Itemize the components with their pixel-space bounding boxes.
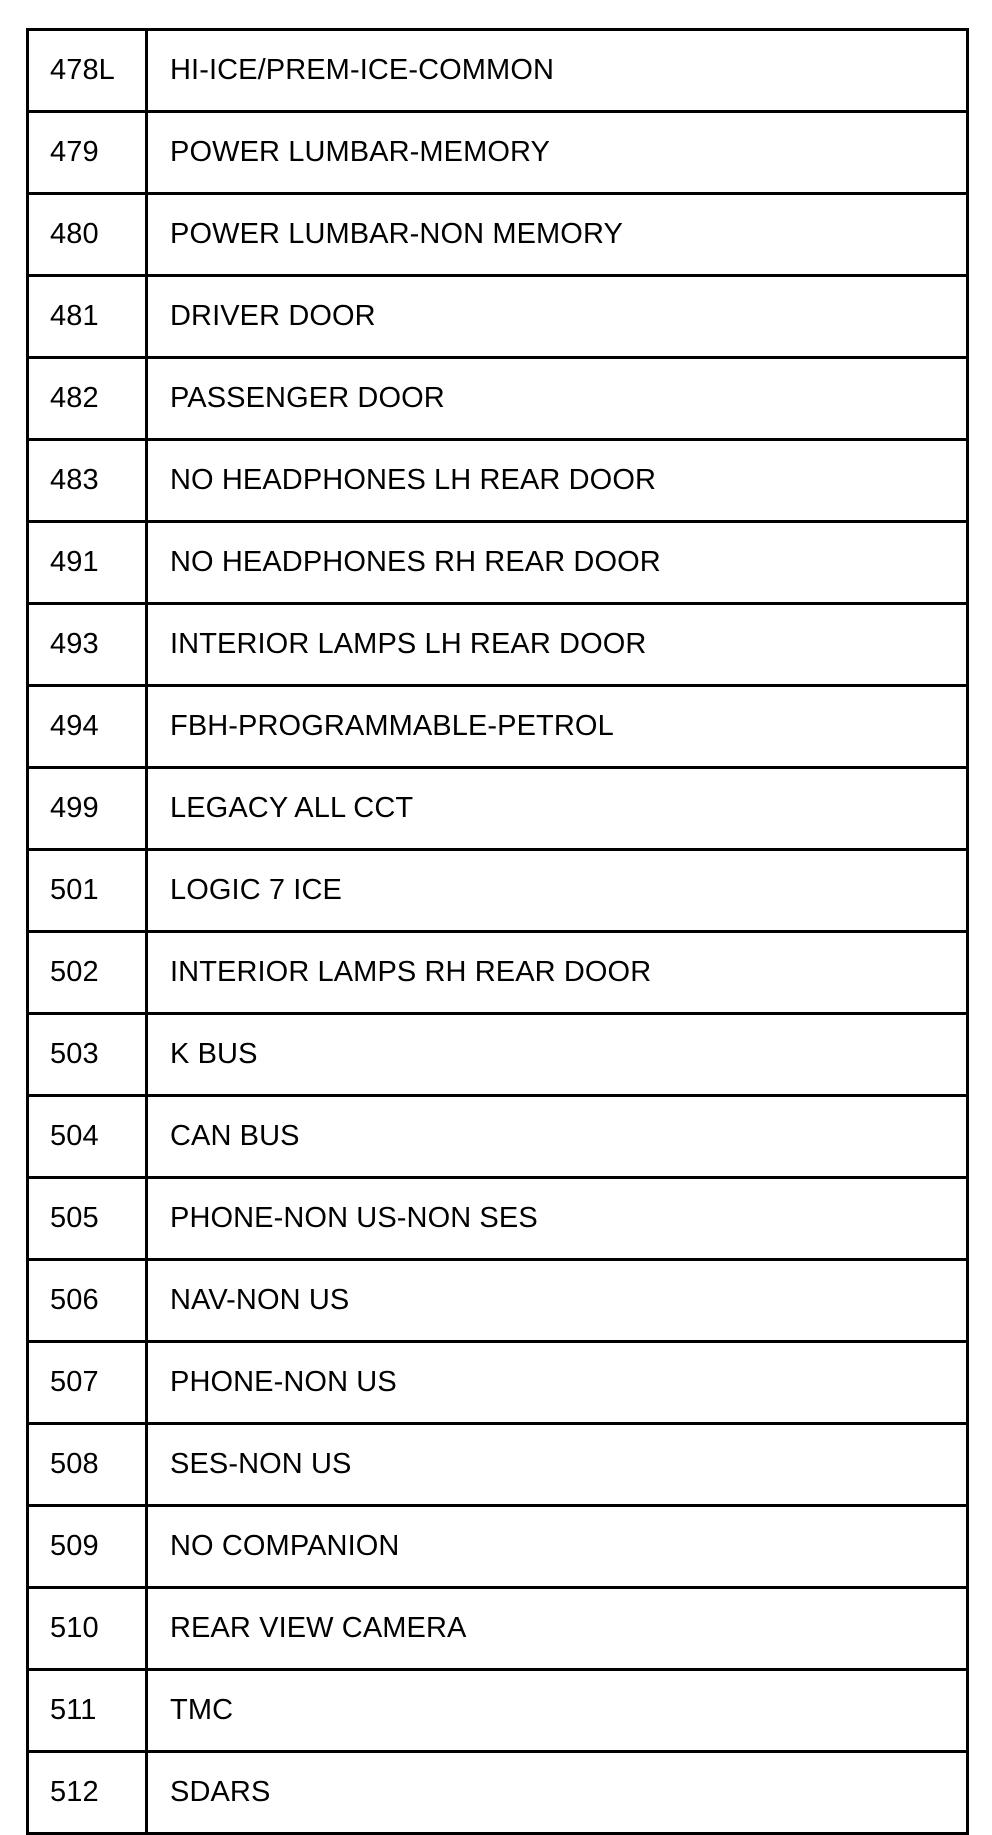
- table-row: [28, 1588, 968, 1670]
- option-description-cell: LEGACY ALL CCT: [147, 768, 968, 850]
- table-row: [28, 1096, 968, 1178]
- option-code-cell: 507: [28, 1342, 147, 1424]
- option-code-cell: 499: [28, 768, 147, 850]
- table-row: [28, 1752, 968, 1834]
- table-row: [28, 1178, 968, 1260]
- option-code-cell: 512: [28, 1752, 147, 1834]
- table-row: [28, 112, 968, 194]
- option-code-cell: 501: [28, 850, 147, 932]
- option-code-cell: 505: [28, 1178, 147, 1260]
- option-description-cell: POWER LUMBAR-NON MEMORY: [147, 194, 968, 276]
- option-code-cell: 483: [28, 440, 147, 522]
- option-code-cell: 479: [28, 112, 147, 194]
- option-description-cell: NO COMPANION: [147, 1506, 968, 1588]
- option-code-cell: 481: [28, 276, 147, 358]
- option-code-cell: 494: [28, 686, 147, 768]
- option-description-cell: SES-NON US: [147, 1424, 968, 1506]
- option-description-cell: HI-ICE/PREM-ICE-COMMON: [147, 30, 968, 112]
- option-description-cell: K BUS: [147, 1014, 968, 1096]
- table-row: [28, 932, 968, 1014]
- option-description-cell: POWER LUMBAR-MEMORY: [147, 112, 968, 194]
- option-description-cell: NO HEADPHONES RH REAR DOOR: [147, 522, 968, 604]
- table-row: [28, 358, 968, 440]
- option-description-cell: PHONE-NON US: [147, 1342, 968, 1424]
- option-description-cell: INTERIOR LAMPS RH REAR DOOR: [147, 932, 968, 1014]
- option-code-cell: 502: [28, 932, 147, 1014]
- table-row: [28, 522, 968, 604]
- option-code-cell: 503: [28, 1014, 147, 1096]
- table-row: [28, 850, 968, 932]
- table-row: [28, 1670, 968, 1752]
- table-row: [28, 1424, 968, 1506]
- table-row: [28, 686, 968, 768]
- table-row: [28, 1260, 968, 1342]
- table-row: [28, 1014, 968, 1096]
- table-row: [28, 1342, 968, 1424]
- table-row: [28, 604, 968, 686]
- option-description-cell: NAV-NON US: [147, 1260, 968, 1342]
- option-code-cell: 509: [28, 1506, 147, 1588]
- option-code-cell: 480: [28, 194, 147, 276]
- option-description-cell: FBH-PROGRAMMABLE-PETROL: [147, 686, 968, 768]
- option-code-cell: 482: [28, 358, 147, 440]
- option-description-cell: CAN BUS: [147, 1096, 968, 1178]
- option-description-cell: DRIVER DOOR: [147, 276, 968, 358]
- option-code-cell: 510: [28, 1588, 147, 1670]
- option-description-cell: REAR VIEW CAMERA: [147, 1588, 968, 1670]
- option-code-cell: 508: [28, 1424, 147, 1506]
- option-code-table: [26, 28, 969, 1835]
- option-code-cell: 493: [28, 604, 147, 686]
- table-row: [28, 194, 968, 276]
- table-row: [28, 440, 968, 522]
- option-description-cell: TMC: [147, 1670, 968, 1752]
- table-row: [28, 768, 968, 850]
- table-row: [28, 276, 968, 358]
- option-code-table-container: [26, 28, 966, 1835]
- option-description-cell: PHONE-NON US-NON SES: [147, 1178, 968, 1260]
- option-description-cell: PASSENGER DOOR: [147, 358, 968, 440]
- option-description-cell: LOGIC 7 ICE: [147, 850, 968, 932]
- table-row: [28, 1506, 968, 1588]
- option-description-cell: INTERIOR LAMPS LH REAR DOOR: [147, 604, 968, 686]
- option-code-cell: 511: [28, 1670, 147, 1752]
- option-code-cell: 506: [28, 1260, 147, 1342]
- option-description-cell: NO HEADPHONES LH REAR DOOR: [147, 440, 968, 522]
- option-code-cell: 504: [28, 1096, 147, 1178]
- option-description-cell: SDARS: [147, 1752, 968, 1834]
- option-code-cell: 491: [28, 522, 147, 604]
- table-row: [28, 30, 968, 112]
- option-code-table-body: [28, 30, 968, 1834]
- option-code-cell: 478L: [28, 30, 147, 112]
